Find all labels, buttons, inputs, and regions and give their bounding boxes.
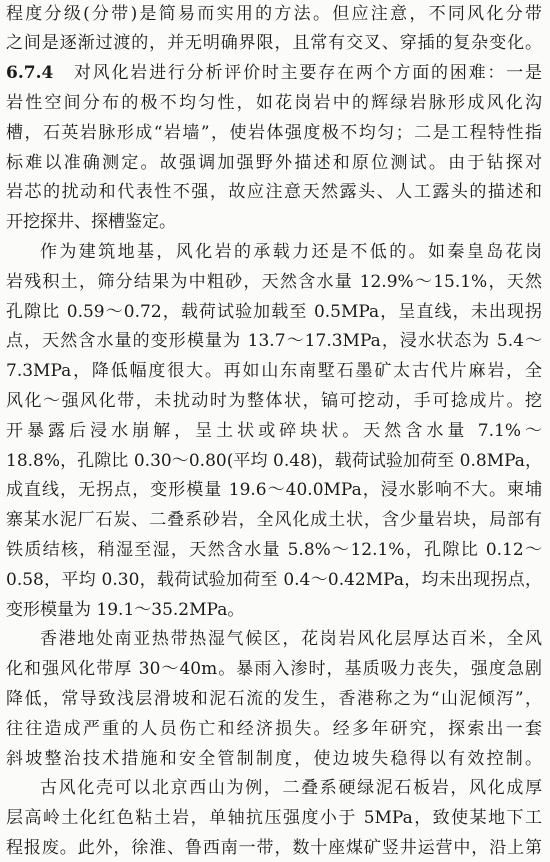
text-line: 程报废。此外，徐淮、鲁西南一带，数十座煤矿竖井运营中，沿上第: [6, 838, 542, 858]
text-line: 孔隙比 0.59～0.72，载荷试验加载至 0.5MPa，呈直线，未出现拐: [6, 302, 542, 322]
text-line: 成直线，无拐点，变形模量 19.6～40.0MPa，浸水影响不大。柬埔: [6, 480, 542, 500]
text-line: 铁质结核，稍湿至湿，天然含水量 5.8%～12.1%，孔隙比 0.12～: [6, 540, 542, 560]
text-line: 岩残积土，筛分结果为中粗砂，天然含水量 12.9%～15.1%，天然: [6, 272, 542, 292]
text-line: 程度分级(分带)是简易而实用的方法。但应注意，不同风化分带: [6, 4, 542, 24]
text-line: 开挖探井、探槽鉴定。: [6, 212, 176, 232]
section-number: 6.7.4 对风化岩进行分析评价时主要存在两个方面的困难：一是: [6, 63, 542, 83]
text-line: 7.3MPa，降低幅度很大。再如山东南墅石墨矿太古代片麻岩，全: [6, 361, 542, 381]
text-line: 岩芯的扰动和代表性不强，故应注意天然露头、人工露头的描述和: [6, 182, 542, 202]
text-line: 层高岭土化红色粘土岩，单轴抗压强度小于 5MPa，致使某地下工: [6, 808, 542, 828]
text-line: 风化～强风化带，未扰动时为整体状，镐可挖动，手可捻成片。挖: [6, 391, 542, 411]
text-line: 寨某水泥厂石炭、二叠系砂岩，全风化成土状，含少量岩块，局部有: [6, 510, 542, 530]
text-line: 槽，石英岩脉形成“岩墙”，使岩体强度极不均匀；二是工程特性指: [6, 123, 542, 143]
text-line: 点，天然含水量的变形模量为 13.7～17.3MPa，浸水状态为 5.4～: [6, 331, 542, 351]
paragraph-first-line: 古风化壳可以北京西山为例，二叠系硬绿泥石板岩，风化成厚: [40, 778, 542, 798]
text-line: 化和强风化带厚 30～40m。暴雨入渗时，基质吸力丧失，强度急剧: [6, 659, 542, 679]
text-line: 往往造成严重的人员伤亡和经济损失。经多年研究，探索出一套: [6, 719, 542, 739]
section-number-label: 6.7.4: [6, 63, 54, 83]
text-line: 变形模量为 19.1～35.2MPa。: [6, 600, 245, 620]
text-line: 0.58，平均 0.30，载荷试验加荷至 0.4～0.42MPa，均未出现拐点，: [6, 570, 542, 590]
text-line: 18.8%，孔隙比 0.30～0.80(平均 0.48)，载荷试验加荷至 0.8MPa，: [6, 451, 542, 471]
paragraph-first-line: 香港地处南亚热带热湿气候区，花岗岩风化层厚达百米，全风: [40, 629, 542, 649]
text-line: 标难以准确测定。故强调加强野外描述和原位测试。由于钻探对: [6, 153, 542, 173]
text-line: 之间是逐渐过渡的，并无明确界限，且常有交叉、穿插的复杂变化。: [6, 33, 542, 53]
text-line: 开暴露后浸水崩解，呈土状或碎块状。天然含水量 7.1%～: [6, 421, 542, 441]
text-line: 降低，常导致浅层滑坡和泥石流的发生，香港称之为“山泥倾泻”，: [6, 689, 542, 709]
text-line: 斜坡整治技术措施和安全管制制度，使边坡失稳得以有效控制。: [6, 749, 542, 769]
text-line: 岩性空间分布的极不均匀性，如花岗岩中的辉绿岩脉形成风化沟: [6, 93, 542, 113]
paragraph-first-line: 作为建筑地基，风化岩的承载力还是不低的。如秦皇岛花岗: [40, 242, 542, 262]
section-heading-line: [6, 59, 542, 87]
